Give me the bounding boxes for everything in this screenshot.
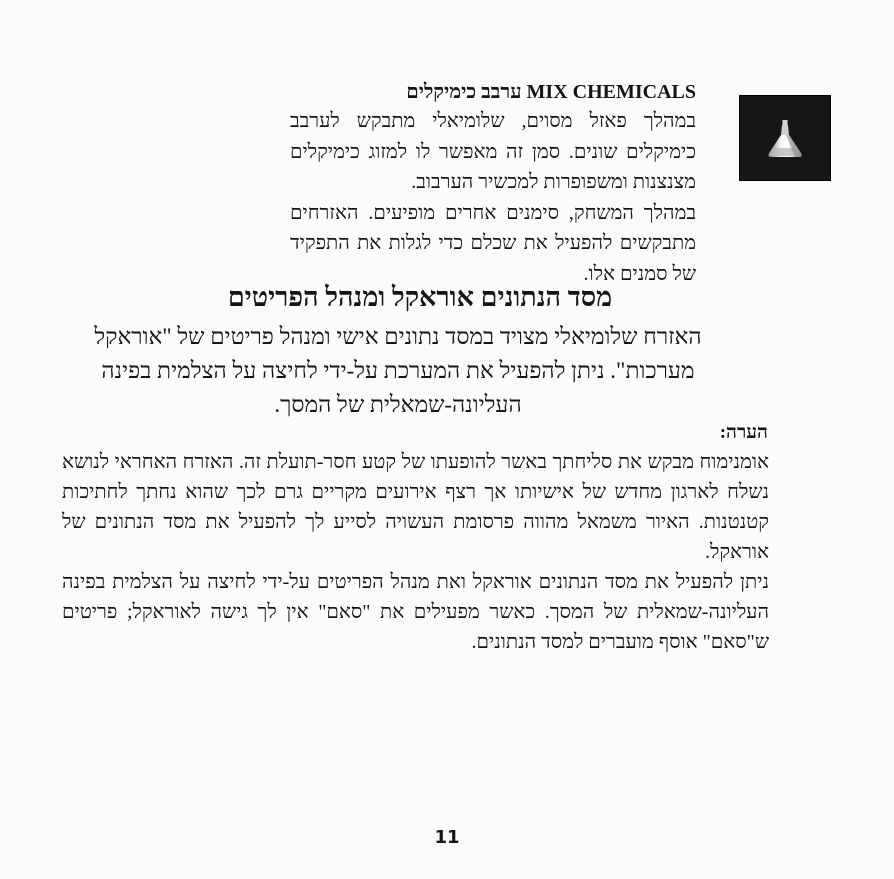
note-paragraph-1: אומנימוח מבקש את סליחתך באשר להופעתו של קטע חסר-תועלת זה. האזרח האחראי לנושא נשלח לארגון מחדש של אישיותו אך רצף אירועים מקריים גרם לכך שהוא נחתך לחתיכות קטנטנות. האיור משמאל מהווה פרסומת העשויה לסייע לך להפעיל את מסד הנתונים של אוראקל. xyxy=(62,451,769,563)
note-label: הערה: xyxy=(719,422,768,443)
funnel-flask-icon xyxy=(739,95,831,181)
mix-paragraph-1: במהלך פאזל מסוים, שלומיאלי מתבקש לערבב כימיקלים שונים. סמן זה מאפשר לו למזוג כימיקלים מצנצנות ומשפופרות למכשיר הערבוב. xyxy=(290,110,696,193)
note-paragraph-2: ניתן להפעיל את מסד הנתונים אוראקל ואת מנהל הפריטים על-ידי לחיצה על הצלמית בפינה העליונה-שמאלית של המסך. כאשר מפעילים את "סאם" אין לך גישה לאוראקל; פריטים ש"סאם" אוסף מועברים למסד הנתונים. xyxy=(62,571,769,653)
oracle-intro-paragraph: האזרח שלומיאלי מצויד במסד נתונים אישי ומנהל פריטים של "אוראקל מערכות". ניתן להפעיל את המערכת על-ידי לחיצה על הצלמית בפינה העליונה-שמאלית של המסך. xyxy=(94,324,702,417)
mix-title-english: MIX CHEMICALS xyxy=(526,81,696,103)
oracle-section-heading: מסד הנתונים אוראקל ומנהל הפריטים xyxy=(227,282,613,312)
mix-title-hebrew: ערבב כימיקלים xyxy=(406,81,522,103)
mix-chemicals-section xyxy=(290,78,696,289)
page-number: 11 xyxy=(434,827,460,848)
mix-paragraph-2: במהלך המשחק, סימנים אחרים מופיעים. האזרחים מתבקשים להפעיל את שכלם כדי לגלות את התפקיד של סמנים אלו. xyxy=(290,201,696,285)
note-body xyxy=(62,447,769,657)
mix-chemicals-title xyxy=(290,78,696,106)
